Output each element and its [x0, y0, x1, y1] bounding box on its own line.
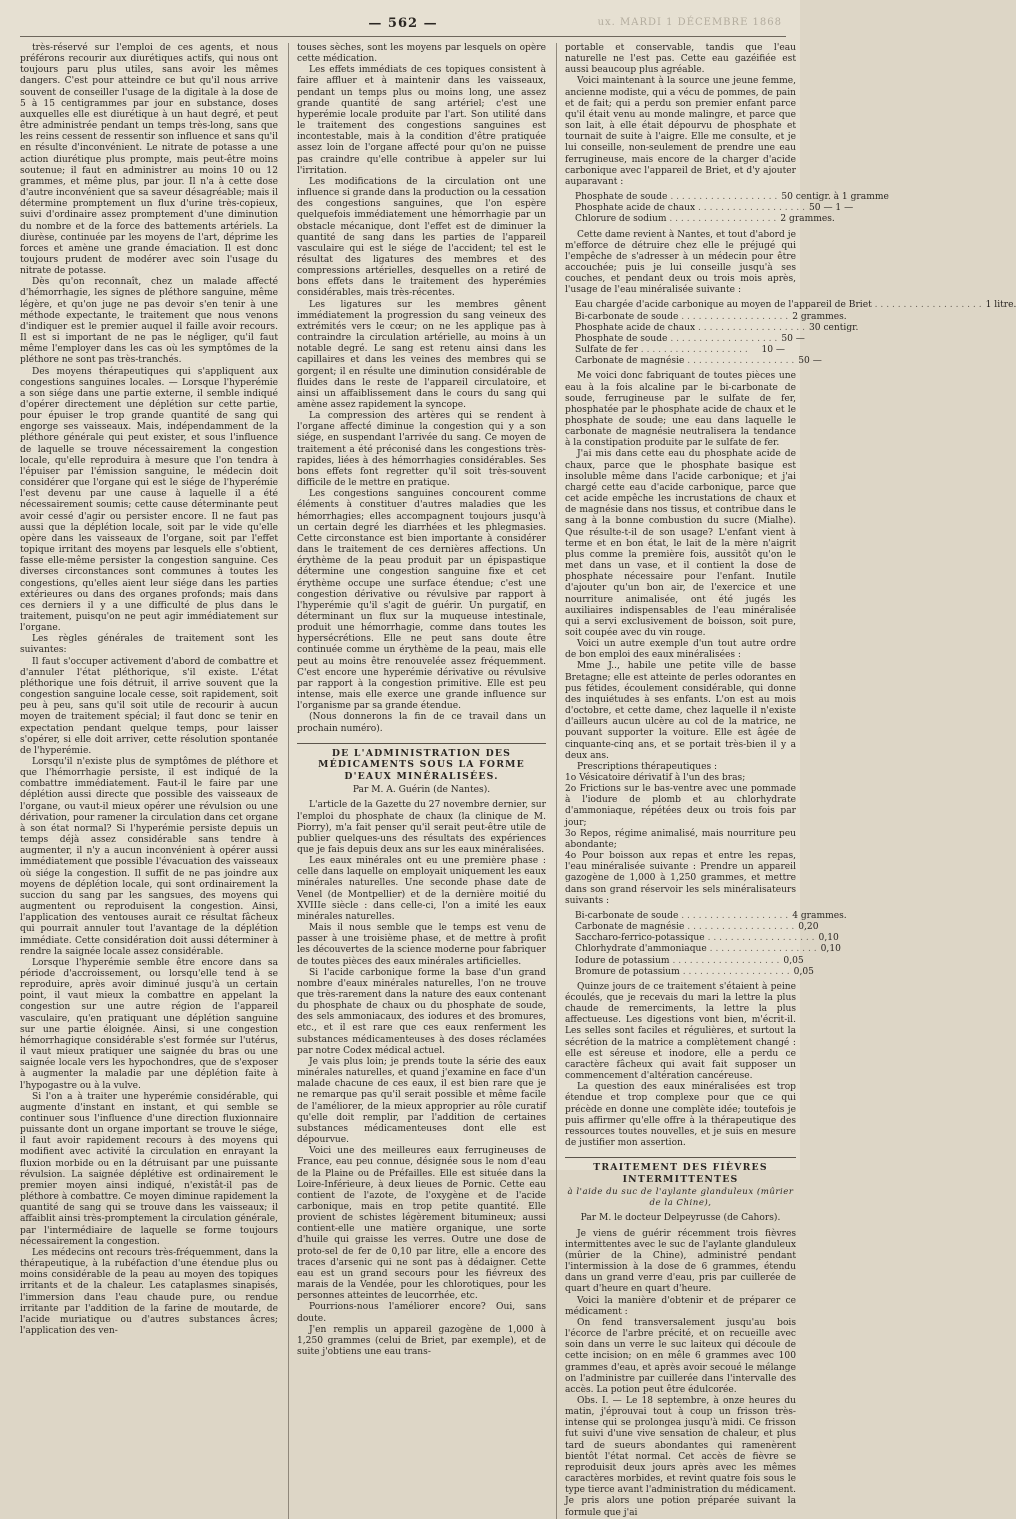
formula-row: Carbonate de magnésie . . . 50 —: [575, 356, 785, 367]
show-through-text: ux. MARDI 1 DÉCEMBRE 1868: [597, 17, 782, 28]
formula-row: Bromure de potassium . . . 0,05: [575, 967, 785, 978]
column-3: [556, 43, 1016, 1519]
paragraph: Si l'on a à traiter une hyperémie considérable, qui augmente d'instant en instant, et qui semble se continuer sous l'influence d'une direction fluxionnaire puissante dont un organe important se trouve le siége, il faut avoir rapidement recours à des moyens qui modifient avec activité la circulation en enrayant la fluxion morbide ou en la détruisant par une puissante révulsion. La saignée déplétive est ordinairement le premier moyen ainsi indiqué, n'existât-il pas de pléthore à combattre. Ce moyen diminue rapidement la quantité de sang qui se trouve dans les vaisseaux; il affaiblit ainsi très-promptement la circulation générale, par l'intermédiaire de laquelle se forme toujours nécessairement la congestion.: [20, 1091, 278, 1247]
paragraph: Voici la manière d'obtenir et de préparer ce médicament :: [565, 1295, 796, 1317]
paragraph: Quinze jours de ce traitement s'étaient à peine écoulés, que je recevais du mari la lettre la plus chaude de remerciments, la lettre la plus affectueuse. Les digestions vont bien, m'écrit-il. Les selles sont faciles et régulières, et surtout la sécrétion de la matrice a complètement changé : elle est séreuse et inodore, elle a perdu ce caractère fâcheux qui avait fait supposer un commencement d'altération cancéreuse.: [565, 981, 796, 1082]
paragraph: Voici un autre exemple d'un tout autre ordre de bon emploi des eaux minéralisées :: [565, 639, 796, 661]
formula-row: Eau chargée d'acide carbonique au moyen de l'appareil de Briet . . . 1 litre.: [575, 300, 785, 311]
formula-row: Phosphate de soude . . . 50 —: [575, 334, 785, 345]
list-item: 4o Pour boisson aux repas et entre les repas, l'eau minéralisée suivante : Prendre un appareil gazogène de 1,000 à 1,250 grammes, et mettre dans son grand réservoir les sels minéralisateurs suivants :: [565, 851, 796, 906]
paragraph: Si l'acide carbonique forme la base d'un grand nombre d'eaux minérales naturelles, l'on ne trouve que très-rarement dans la nature des eaux contenant du phosphate de chaux ou du phosphate de soude, des sels ammoniacaux, des iodures et des bromures, etc., et il est rare que ces eaux renferment les substances médicamenteuses à des doses réclamées par notre Codex médical actuel.: [297, 967, 546, 1056]
paragraph: (Nous donnerons la fin de ce travail dans un prochain numéro).: [297, 712, 546, 734]
paragraph: Les règles générales de traitement sont les suivantes:: [20, 634, 278, 656]
paragraph: J'en remplis un appareil gazogène de 1,000 à 1,250 grammes (celui de Briet, par exemple), et de suite j'obtiens une eau trans-: [297, 1324, 546, 1357]
paragraph: Mais il nous semble que le temps est venu de passer à une troisième phase, et de mettre à profit les découvertes de la science moderne pour fabriquer de toutes pièces des eaux minérales artificielles.: [297, 923, 546, 967]
column-1: [20, 43, 278, 1519]
formula-row: Saccharo-ferrico-potassique . . . 0,10: [575, 933, 785, 944]
page-header: [20, 14, 786, 37]
article-subtitle: à l'aide du suc de l'aylante glanduleux (mûrier de la Chine),: [567, 1187, 794, 1209]
paragraph: Les effets immédiats de ces topiques consistent à faire affluer et à maintenir dans les vaisseaux, pendant un temps plus ou moins long, une assez grande quantité de sang artériel; c'est une hyperémie locale produite par l'art. Son utilité dans le traitement des congestions sanguines est incontestable, mais à la condition d'être pratiquée assez loin de l'organe affecté pour qu'on ne puisse pas craindre qu'elle contribue à appeler sur lui l'irritation.: [297, 65, 546, 176]
paragraph: On fend transversalement jusqu'au bois l'écorce de l'arbre précité, et on recueille avec soin dans un verre le suc laiteux qui découle de cette incision; on en mêle 6 grammes avec 100 grammes d'eau, et après avoir secoué le mélange on l'administre par cuillerée dans l'intervalle des accès. La potion peut être édulcorée.: [565, 1317, 796, 1395]
formula-row: Carbonate de magnésie . . . 0,20: [575, 922, 785, 933]
paragraph: Les congestions sanguines concourent comme éléments à constituer d'autres maladies que les hémorrhagies; elles accompagnent toujours jusqu'à un certain degré les diarrhées et les phlegmasies. Cette circonstance est bien importante à considérer dans le traitement de ces dernières affections. Un érythème de la peau produit par un épispastique détermine une congestion sanguine fixe et cet érythème occupe une surface étendue; c'est une congestion dérivative ou révulsive par rapport à l'hyperémie qu'il s'agit de guérir. Un purgatif, en déterminant un flux sur la muqueuse intestinale, produit une hémorrhagie, comme dans toutes les hypersécrétions. Elle ne peut sans doute être continuée comme un érythème de la peau, mais elle peut au moins être renouvelée assez fréquemment. C'est encore une hyperémie dérivative ou révulsive par rapport à la congestion primitive. Elle est peu intense, mais elle exerce une grande influence sur l'organisme par sa grande étendue.: [297, 489, 546, 712]
paragraph: Je viens de guérir récemment trois fièvres intermittentes avec le suc de l'aylante glanduleux (mûrier de la Chine), administré pendant l'intermission à la dose de 6 grammes, étendu dans un grand verre d'eau, pris par cuillerée de quart d'heure en quart d'heure.: [565, 1228, 796, 1295]
formula-row: Bi-carbonate de soude . . . 2 grammes.: [575, 312, 785, 323]
paragraph: Les eaux minérales ont eu une première phase : celle dans laquelle on employait uniquement les eaux minérales naturelles. Une seconde phase date de Venel (de Montpellier) et de la dernière moitié du XVIIIe siècle : dans celle-ci, l'on a imité les eaux minérales naturelles.: [297, 856, 546, 922]
paragraph: Voici maintenant à la source une jeune femme, ancienne modiste, qui a vécu de pommes, de pain et de fait; qui a perdu son premier enfant parce qu'il était venu au monde malingre, et parce que son lait, à elle était dépourvu de phosphate et tournait de suite à l'aigre. Elle me consulte, et je lui conseille, non-seulement de prendre une eau ferrugineuse, mais encore de la charger d'acide carbonique avec l'appareil de Briet, et d'y ajouter auparavant :: [565, 76, 796, 187]
paragraph: L'article de la Gazette du 27 novembre dernier, sur l'emploi du phosphate de chaux (la clinique de M. Piorry), m'a fait penser qu'il serait peut-être utile de publier quelques-uns des résultats des expériences que je fais depuis deux ans sur les eaux minéralisées.: [297, 800, 546, 855]
list-item: 3o Repos, régime animalisé, mais nourriture peu abondante;: [565, 828, 796, 850]
formula-row: Bi-carbonate de soude . . . 4 grammes.: [575, 911, 785, 922]
formula-list: [575, 910, 847, 978]
paragraph: touses sèches, sont les moyens par lesquels on opère cette médication.: [297, 43, 546, 65]
paragraph: La compression des artères qui se rendent à l'organe affecté diminue la congestion qui y a son siége, en suspendant l'arrivée du sang. Ce moyen de traitement a été préconisé dans les congestions très-rapides, liées à des hémorrhagies considérables. Ses bons effets font regretter qu'il soit très-souvent difficile de le mettre en pratique.: [297, 411, 546, 489]
text-columns: [20, 43, 1016, 1518]
paragraph: Les modifications de la circulation ont une influence si grande dans la production ou la cessation des congestions sanguines, que l'on espère quelquefois immédiatement une hémorrhagie par un obstacle mécanique, dont l'effet est de diminuer la quantité de sang dans les parties de l'appareil vasculaire qui est le siége de l'accident; tel est le résultat des ligatures des membres et des compressions artérielles, desquelles on a retiré de bons effets dans le traitement des hyperémies considérables, mais très-récentes.: [297, 176, 546, 299]
paragraph: Lorsqu'il n'existe plus de symptômes de pléthore et que l'hémorrhagie persiste, il est indiqué de la combattre immédiatement. Faut-il le faire par une déplétion aussi directe que possible des vaisseaux de l'organe, ou vaut-il mieux opérer une révulsion ou une dérivation, pour ramener la circulation dans cet organe à son état normal? Si l'hyperémie persiste depuis un temps déjà assez considérable sans tendre à augmenter, il n'y a aucun inconvénient à opérer aussi immédiatement que possible l'évacuation des vaisseaux où siége la congestion. Il suffit de ne pas joindre aux moyens de déplétion locale, qui sont ordinairement la succion du sang par les sangsues, des moyens qui augmentent ou reproduisent la congestion. Ainsi, l'application des ventouses aurait ce résultat fâcheux qui pourrait annuler tout l'avantage de la déplétion immédiate. Cette considération doit aussi déterminer à rendre la saignée locale assez considérable.: [20, 757, 278, 957]
paragraph: Les ligatures sur les membres gênent immédiatement la progression du sang veineux des extrémités vers le cœur; on ne les applique pas à contraindre la circulation artérielle, au moins à un notable degré. Le sang est retenu ainsi dans les capillaires et dans les veines des membres qui se gorgent; il en résulte une diminution considérable de fluides dans le reste de l'appareil circulatoire, et ainsi un affaiblissement dans le cours du sang qui amène assez rapidement la syncope.: [297, 299, 546, 410]
paragraph: Mme J.., habile une petite ville de basse Bretagne; elle est atteinte de perles odorantes en pus fétides, écoulement considérable, qui donne des inquiétudes à ses enfants. L'on est au mois d'octobre, et cette dame, chez laquelle il n'existe d'ailleurs aucun ulcère au col de la matrice, ne pouvant supporter la voiture. Elle est âgée de cinquante-cinq ans, et se portait très-bien il y a deux ans.: [565, 661, 796, 761]
column-2: [288, 43, 546, 1519]
paragraph: J'ai mis dans cette eau du phosphate acide de chaux, parce que le phosphate basique est insoluble même dans l'acide carbonique; et j'ai chargé cette eau d'acide carbonique, parce que cet acide empêche les incrustations de chaux et de magnésie dans nos tissus, et contribue dans le sang à la bonne combustion du sucre (Mialhe). Que résulte-t-il de son usage? L'enfant vient à terme et en bon état, le lait de la mère n'aigrit plus comme la première fois, aussitôt qu'on le met dans un vase, et il contient la dose de phosphate nécessaire pour l'enfant. Inutile d'ajouter qu'un bon air, de l'exercice et une nourriture animalisée, ont été jugés les auxiliaires indispensables de l'eau minéralisée qui a servi exclusivement de boisson, soit pure, soit coupée avec du vin rouge.: [565, 449, 796, 638]
formula-row: Phosphate de soude . . . 50 centigr. à 1 gramme: [575, 192, 785, 203]
paragraph: Dès qu'on reconnaît, chez un malade affecté d'hémorrhagie, les signes de pléthore sanguine, même légère, et qu'on juge ne pas devoir s'en tenir à une méthode expectante, le traitement que nous venons d'indiquer est le premier auquel il faille avoir recours. Il est si important de ne pas le négliger, qu'il faut même l'employer dans les cas où les symptômes de la pléthore ne sont pas très-tranchés.: [20, 277, 278, 366]
section-divider: [297, 743, 546, 744]
paragraph: portable et conservable, tandis que l'eau naturelle ne l'est pas. Cette eau gazéifiée est aussi beaucoup plus agréable.: [565, 43, 796, 76]
formula-row: Iodure de potassium . . . 0,05: [575, 956, 785, 967]
paragraph: Me voici donc fabriquant de toutes pièces une eau à la fois alcaline par le bi-carbonate de soude, ferrugineuse par le sulfate de fer, phosphatée par le phosphate acide de chaux et le phosphate de soude; une eau dans laquelle le carbonate de magnésie neutralisera la tendance à la constipation produite par le sulfate de fer.: [565, 371, 796, 449]
paragraph: Des moyens thérapeutiques qui s'appliquent aux congestions sanguines locales. — Lorsque l'hyperémie a son siége dans une partie externe, il semble indiqué d'opérer directement une déplétion sur cette partie, pour épuiser le trop grande quantité de sang qui engorge ses vaisseaux. Mais, indépendamment de la pléthore générale qui peut exister, et sous l'influence de laquelle se trouve nécessairement la congestion locale, qu'elle reproduira à mesure que l'on tendra à l'épuiser par l'émission sanguine, le médecin doit considérer que l'organe qui est le siége de l'hyperémie l'est devenu par une cause à laquelle il a été nécessairement soumis; cette cause déterminante peut avoir cessé d'agir ou persister encore. Il ne faut pas aussi que la déplétion locale, soit par le vide qu'elle opère dans les vaisseaux de l'organe, soit par l'effet topique irritant des moyens par lesquels elle s'obtient, fasse elle-même persister la congestion sanguine. Ces diverses circonstances sont communes à toutes les congestions, qu'elles aient leur siége dans les parties extérieures ou dans des organes profonds; mais dans ces derniers il y a une difficulté de plus dans le traitement, puisqu'on ne peut agir immédiatement sur l'organe.: [20, 366, 278, 634]
paragraph: Lorsque l'hyperémie semble être encore dans sa période d'accroissement, ou lorsqu'elle tend à se reproduire, après avoir diminué jusqu'à un certain point, il vaut mieux la combattre en appelant la congestion sur une autre région de l'appareil vasculaire, qu'en pratiquant une déplétion sanguine sur une partie éloignée. Ainsi, si une congestion hémorrhagique considérable s'est formée sur l'utérus, il vaut mieux pratiquer une saignée du bras ou une saignée locale vers les hypochondres, que de s'exposer à augmenter la maladie par une déplétion faite à l'hypogastre ou à la vulve.: [20, 957, 278, 1091]
formula-list: [575, 192, 889, 225]
formula-row: Chlorhydrate d'ammoniaque . . . 0,10: [575, 944, 785, 955]
paragraph: très-réservé sur l'emploi de ces agents, et nous préférons recourir aux diurétiques actifs, qui nous ont toujours paru plus utiles, sans avoir les mêmes dangers. C'est pour atteindre ce but qu'il nous arrive souvent de conseiller l'usage de la digitale à la dose de 5 à 15 centigrammes par jour en substance, doses auxquelles elle est diurétique à un haut degré, et peut être administrée pendant un temps très-long, sans que les reins cessent de ressentir son influence et sans qu'il en résulte d'inconvénient. Le nitrate de potasse a une action diurétique plus prompte, mais peut-être moins soutenue; il faut en administrer au moins 10 ou 12 grammes, et même plus, par jour. Il n'a à cette dose d'autre inconvénient que sa saveur désagréable; mais il détermine promptement un flux d'urine très-copieux, suivi d'ordinaire assez promptement d'une diminution du nombre et de la force des battements artériels. La diurèse, continuée par les moyens de l'art, déprime les forces et amène une grande émaciation. Il est donc toujours prudent de modérer avec soin l'usage du nitrate de potasse.: [20, 43, 278, 277]
formula-row: Phosphate acide de chaux . . . 30 centigr.: [575, 323, 785, 334]
article-title: DE L'ADMINISTRATION DES MÉDICAMENTS SOUS LA FORME D'EAUX MINÉRALISÉES.: [318, 747, 525, 782]
formula-row: Chlorure de sodium . . . 2 grammes.: [575, 214, 785, 225]
paragraph: La question des eaux minéralisées est trop étendue et trop complexe pour que ce qui précède en donne une complète idée; toutefois je puis affirmer qu'elle offre à la thérapeutique des ressources toutes nouvelles, et je suis en mesure de justifier mon assertion.: [565, 1082, 796, 1148]
paragraph: Pourrions-nous l'améliorer encore? Oui, sans doute.: [297, 1302, 546, 1324]
list-item: 1o Vésicatoire dérivatif à l'un des bras;: [565, 773, 746, 783]
list-item: 2o Frictions sur le bas-ventre avec une pommade à l'iodure de plomb et au chlorhydrate d'ammoniaque, répétées deux ou trois fois par jour;: [565, 784, 796, 828]
paragraph: Voici une des meilleures eaux ferrugineuses de France, eau peu connue, désignée sous le nom d'eau de la Plaine ou de Préfailles. Elle est située dans la Loire-Inférieure, à deux lieues de Pornic. Cette eau contient de l'azote, de l'oxygène et de l'acide carbonique, mais en trop petite quantité. Elle provient de schistes légèrement bitumineux; aussi contient-elle une matière organique, une sorte d'huile qui graisse les verres. Outre une dose de proto-sel de fer de 0,10 par litre, elle a encore des traces d'arsenic qui ne sont pas à dédaigner. Cette eau est un grand secours pour les fiévreux des marais de la Vendée, pour les chlorotiques, pour les personnes atteintes de leucorrhée, etc.: [297, 1146, 546, 1302]
formula-row: Phosphate acide de chaux . . . 50 — 1 —: [575, 203, 785, 214]
page-number: — 562 —: [368, 16, 438, 31]
article-author: Par M. A. Guérin (de Nantes).: [352, 785, 491, 796]
paragraph: Il faut s'occuper activement d'abord de combattre et d'annuler l'état pléthorique, s'il existe. L'état pléthorique une fois détruit, il arrive souvent que la congestion sanguine locale cesse, soit rapidement, soit peu à peu, sans qu'il soit utile de recourir à aucun moyen de traitement spécial; il faut donc se tenir en expectation pendant quelque temps, pour laisser s'opérer, si elle doit arriver, cette résolution spontanée de l'hyperémie.: [20, 656, 278, 756]
formula-row: Sulfate de fer . . . 10 —: [575, 345, 785, 356]
paragraph: Obs. I. — Le 18 septembre, à onze heures du matin, j'éprouvai tout à coup un frisson très-intense qui se prolongea jusqu'à midi. Ce frisson fut suivi d'une vive sensation de chaleur, et plus tard de sueurs abondantes qui ramenèrent bientôt l'état normal. Cet accès de fièvre se reproduisit deux jours après avec les mêmes caractères morbides, et revint quatre fois sous le type tierce avant l'administration du médicament. Je pris alors une potion préparée suivant la formule que j'ai: [565, 1395, 796, 1518]
paragraph: Je vais plus loin; je prends toute la série des eaux minérales naturelles, et quand j'examine en face d'un malade chacune de ces eaux, il est bien rare que je ne remarque pas qu'il serait possible et même facile de l'améliorer, de la mieux approprier au rôle curatif qu'elle doit remplir, par l'addition de certaines substances médicamenteuses dont elle est dépourvue.: [297, 1056, 546, 1146]
article-author: Par M. le docteur Delpeyrusse (de Cahors).: [580, 1213, 781, 1224]
paragraph: Les médecins ont recours très-fréquemment, dans la thérapeutique, à la rubéfaction d'une étendue plus ou moins considérable de la peau au moyen des topiques irritants et de la chaleur. Les cataplasmes sinapisés, l'immersion dans l'eau chaude pure, ou rendue irritante par l'addition de la farine de moutarde, de l'acide muriatique ou d'autres substances âcres; l'application des ven-: [20, 1247, 278, 1336]
paragraph: Prescriptions thérapeutiques :: [577, 761, 718, 772]
article-title: TRAITEMENT DES FIÈVRES INTERMITTENTES: [593, 1162, 768, 1185]
paragraph: Cette dame revient à Nantes, et tout d'abord je m'efforce de détruire chez elle le préjugé qui l'empêche de s'adresser à un médecin pour être accouchée; puis je lui conseille jusqu'à ses couches, et pendant deux ou trois mois après, l'usage de l'eau minéralisée suivante :: [565, 229, 796, 296]
formula-list: [575, 300, 1016, 367]
section-divider: [565, 1157, 796, 1158]
